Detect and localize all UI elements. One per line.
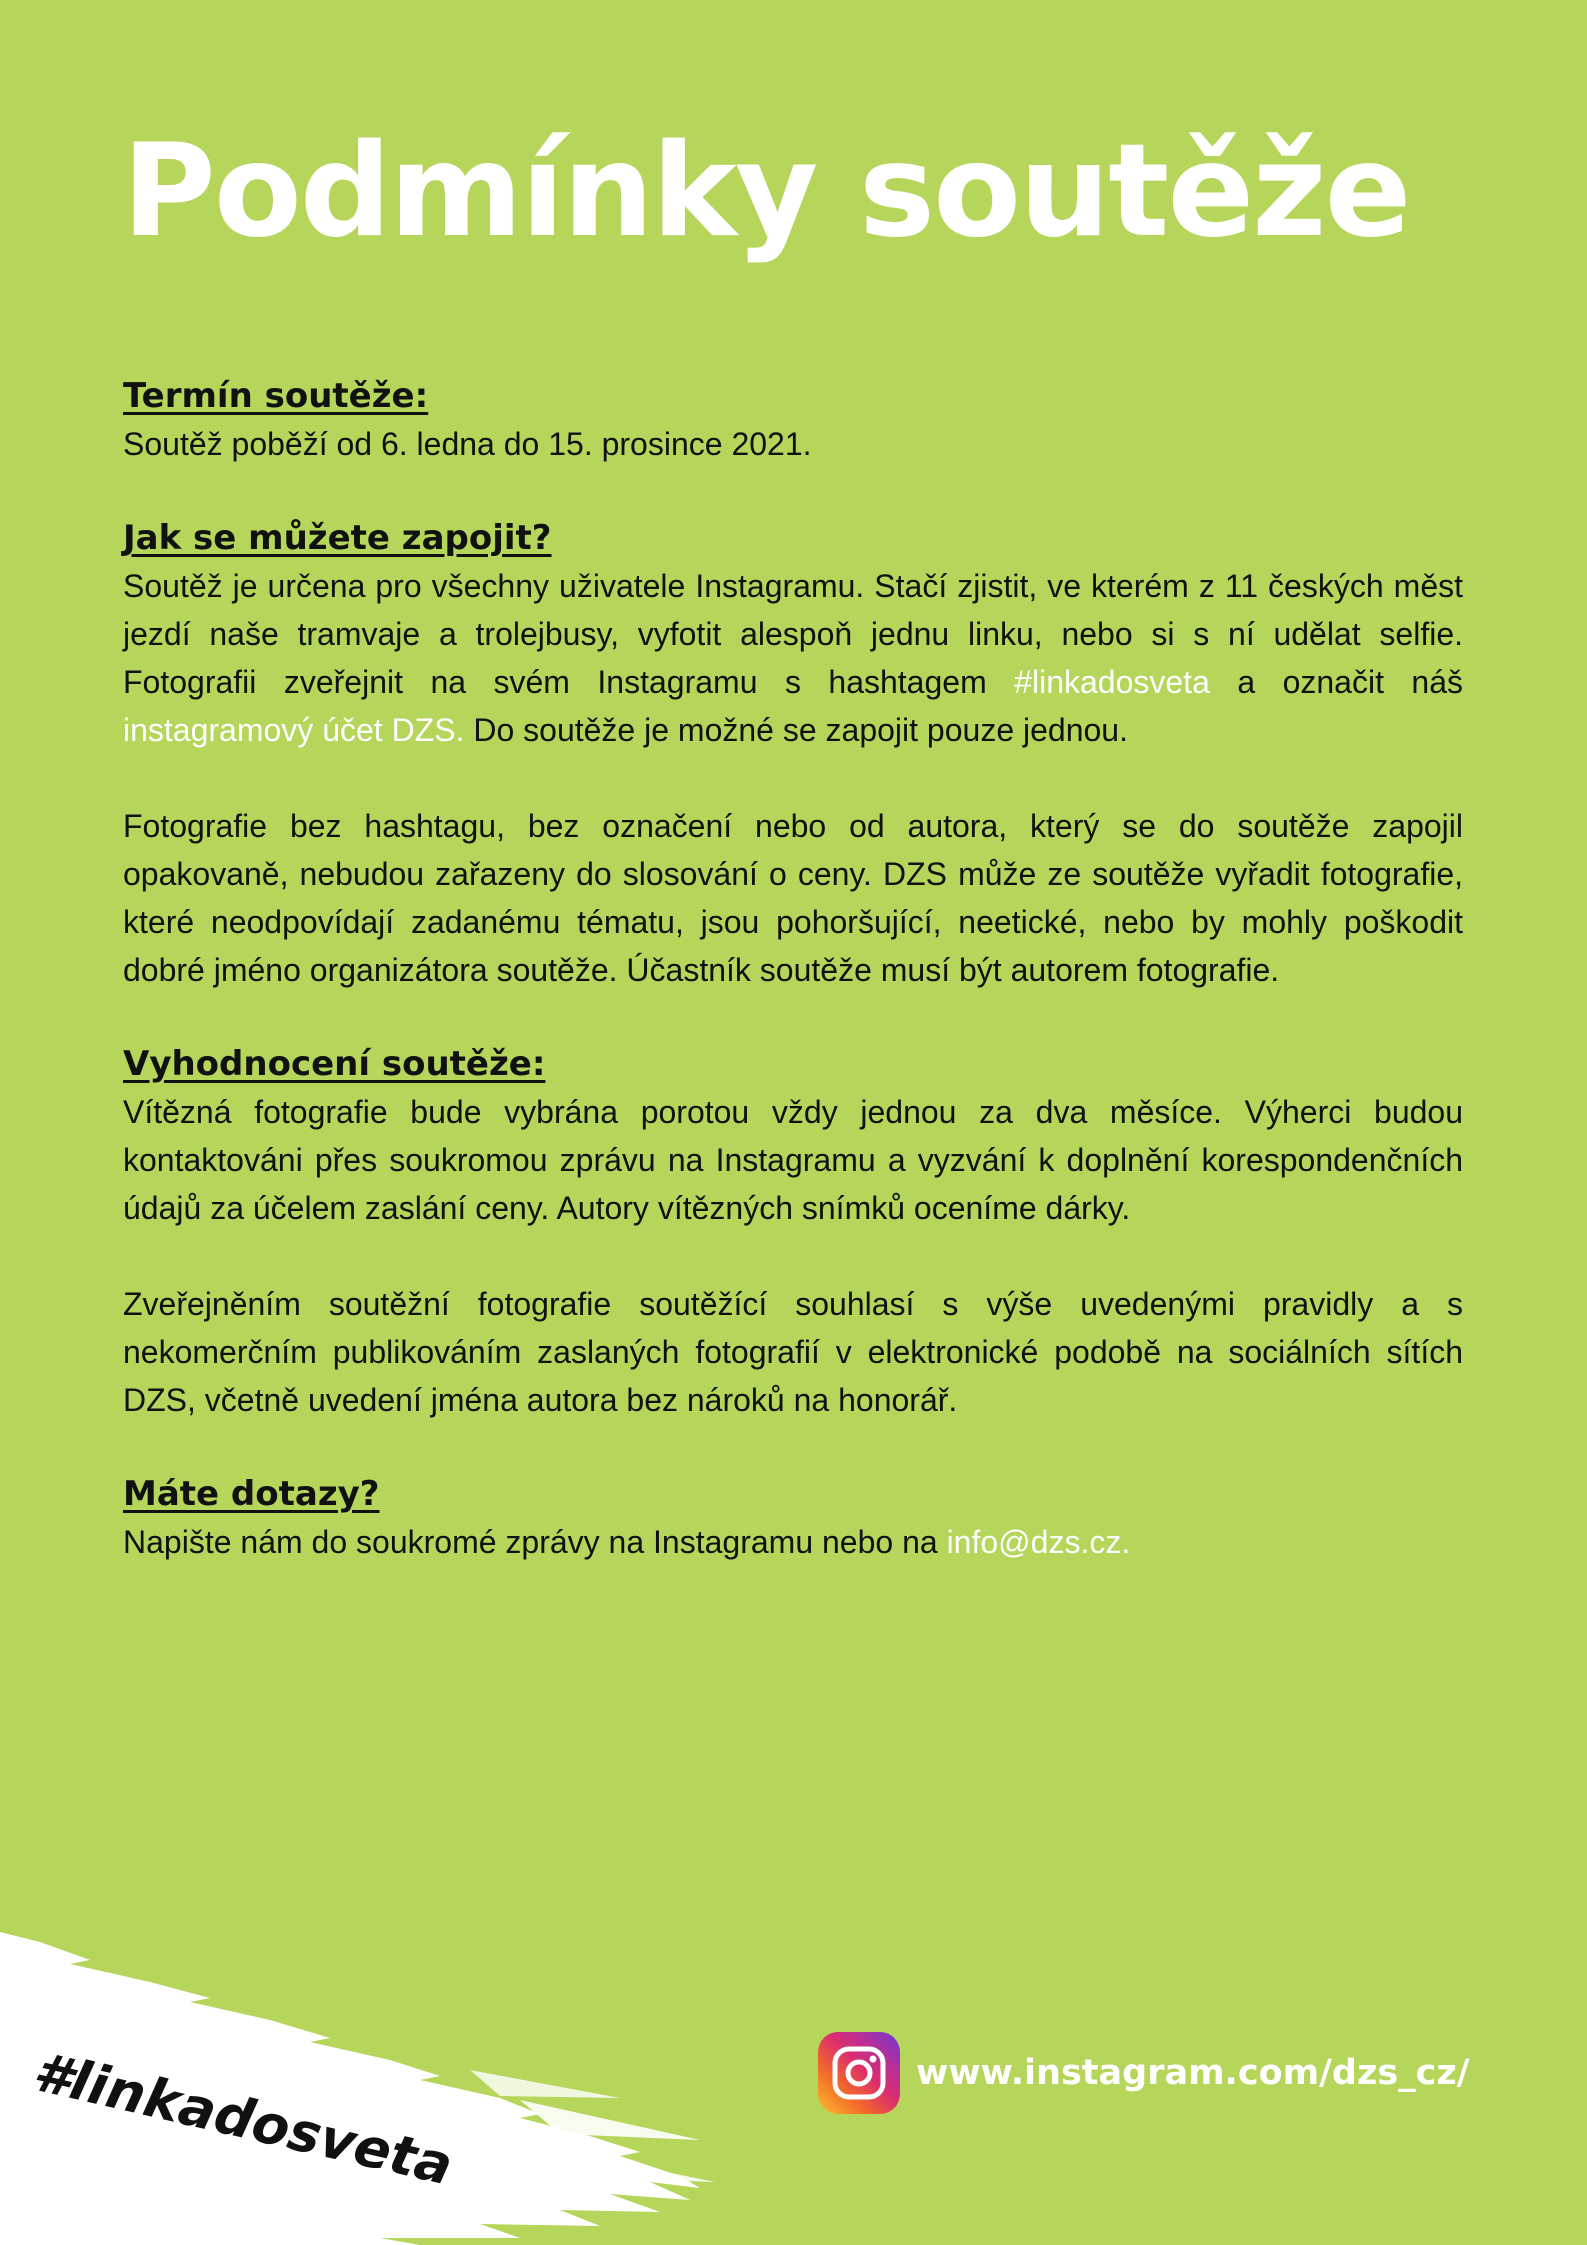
- rules-content: [123, 372, 1463, 1612]
- hashtag-link[interactable]: #linkadosveta: [1014, 664, 1210, 700]
- section-heading-evaluation: Vyhodnocení soutěže:: [123, 1044, 546, 1084]
- text-span: Soutěž je určena pro všechny uživatele Instagramu. Stačí zjistit, ve kterém z 11 českých měst jezdí naše tramvaje a trolejbusy, vyfotit alespoň jednu linku, nebo si s ní udělat selfie. Fotografii zveřejnit na svém Instagramu s hashtagem: [123, 568, 1463, 700]
- section-heading-term: Termín soutěže:: [123, 376, 429, 416]
- instagram-url[interactable]: www.instagram.com/dzs_cz/: [916, 2053, 1470, 2093]
- instagram-link-row[interactable]: [818, 2032, 1470, 2114]
- text-span: Do soutěže je možné se zapojit pouze jednou.: [464, 712, 1128, 748]
- section-participation: [123, 514, 1463, 994]
- page-title: Podmínky soutěže: [122, 117, 1410, 266]
- instagram-account-link[interactable]: instagramový účet DZS.: [123, 712, 465, 748]
- section-heading-questions: Máte dotazy?: [123, 1474, 380, 1514]
- section-text-exclusions: Fotografie bez hashtagu, bez označení nebo od autora, který se do soutěže zapojil opakovaně, nebudou zařazeny do slosování o ceny. DZS může ze soutěže vyřadit fotografie, které neodpovídají zadanému tématu, jsou pohoršující, neetické, nebo by mohly poškodit dobré jméno organizátora soutěže. Účastník soutěže musí být autorem fotografie.: [123, 808, 1463, 988]
- text-span: a označit náš: [1209, 664, 1463, 700]
- section-text-participation: [123, 562, 1463, 754]
- email-link[interactable]: info@dzs.cz.: [946, 1524, 1131, 1560]
- section-text-consent: Zveřejněním soutěžní fotografie soutěžící souhlasí s výše uvedenými pravidly a s nekomerčním publikováním zaslaných fotografií v elektronické podobě na sociálních sítích DZS, včetně uvedení jména autora bez nároků na honorář.: [123, 1286, 1463, 1418]
- section-text-evaluation: Vítězná fotografie bude vybrána porotou vždy jednou za dva měsíce. Výherci budou kontaktováni přes soukromou zprávu na Instagramu a vyzvání k doplnění korespondenčních údajů za účelem zaslání ceny. Autory vítězných snímků oceníme dárky.: [123, 1094, 1463, 1226]
- section-evaluation: [123, 1040, 1463, 1424]
- section-heading-participation: Jak se můžete zapojit?: [123, 518, 552, 558]
- footer-hashtag: #linkadosveta: [27, 2040, 459, 2198]
- section-questions: [123, 1470, 1463, 1566]
- text-span: Napište nám do soukromé zprávy na Instagramu nebo na: [123, 1524, 947, 1560]
- instagram-icon[interactable]: [818, 2032, 900, 2114]
- section-text-term: Soutěž poběží od 6. ledna do 15. prosince 2021.: [123, 426, 812, 462]
- section-term: [123, 372, 1463, 468]
- section-text-questions: [123, 1518, 1463, 1566]
